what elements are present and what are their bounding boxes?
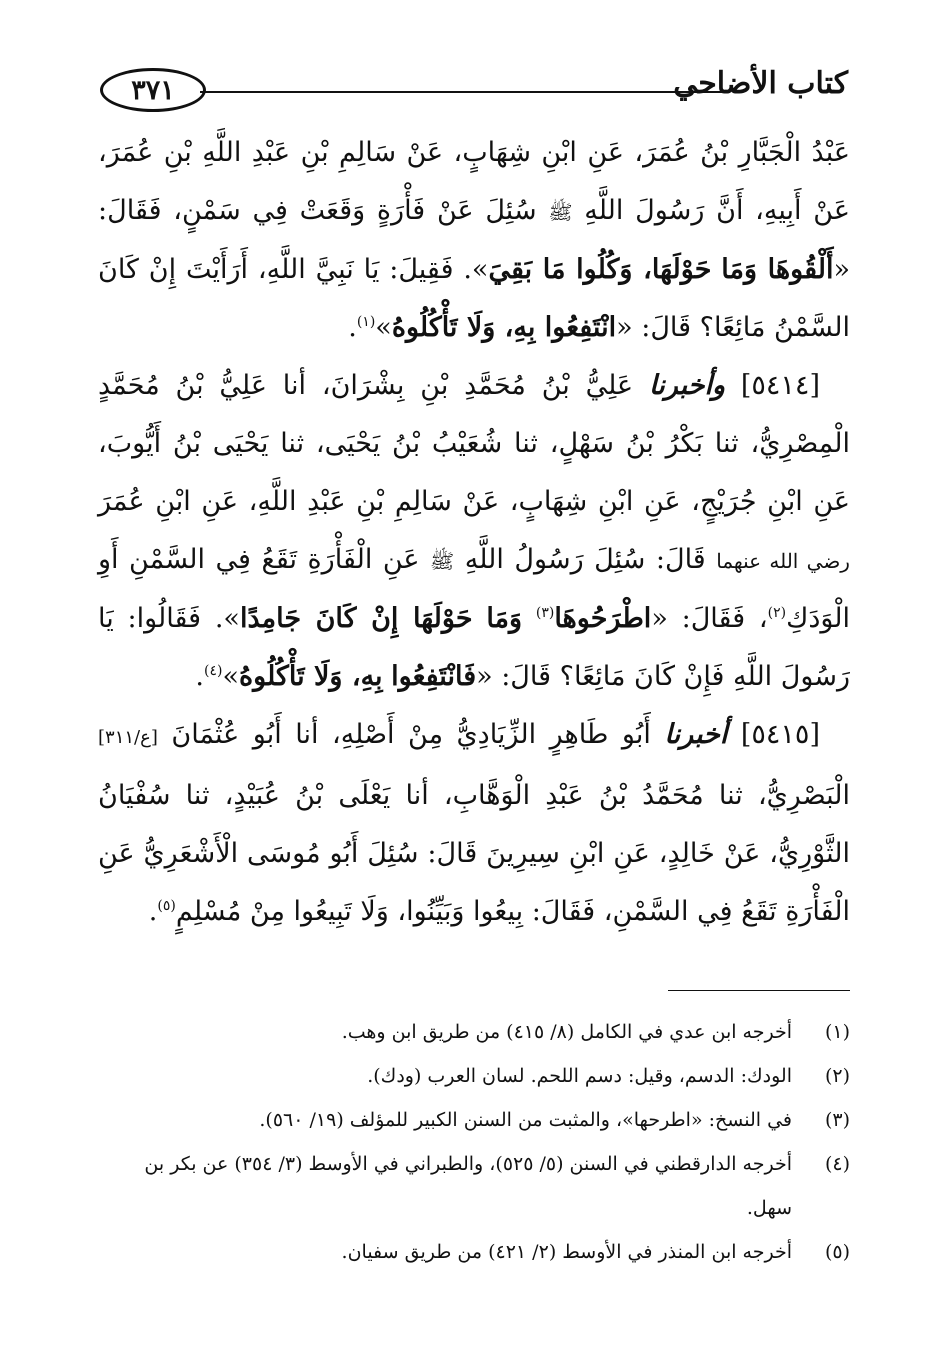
hadith-text: اطْرَحُوهَا — [554, 603, 652, 634]
hadith-text: حَوْلَهَا إِنْ كَانَ جَامِدًا — [239, 603, 473, 634]
chain-keyword: أخبرنا — [664, 719, 728, 750]
footnote-number: (٢) — [824, 1065, 850, 1087]
footnote-number: (١) — [824, 1021, 850, 1043]
footnote-number: (٤) — [824, 1153, 850, 1175]
text-line: قَالَ: سُئِلَ — [594, 544, 706, 575]
text-line: الْبَصْرِيُّ، ثنا مُحَمَّدُ بْنُ عَبْدِ الْوَهَّابِ، أنا يَعْلَى بْنُ عُبَيْدٍ، ثنا سُفْيَانُ الثَّوْرِيُّ، — [98, 780, 850, 869]
footnote-ref[interactable]: (٤) — [204, 663, 223, 679]
salawat-icon: ﷺ — [430, 549, 455, 573]
text-line: سُئِلَ عَنْ فَأْرَةٍ وَقَعَتْ فِي سَمْنٍ، فَقَالَ: « — [98, 195, 850, 285]
footnote-text: أخرجه الدارقطني في السنن (٥/ ٥٢٥)، والطبراني في الأوسط (٣/ ٣٥٤) عن بكر بن سهل. — [144, 1153, 792, 1219]
text-line: عَنْ خَالِدٍ، عَنِ ابْنِ سِيرِينَ قَالَ: سُئِلَ أَبُو مُوسَى الْأَشْعَرِيُّ عَنِ الْفَأْرَةِ تَقَعُ فِي — [98, 838, 850, 927]
chain-keyword: وأخبرنا — [649, 370, 726, 401]
text-line: عَبْدُ الْجَبَّارِ بْنُ عُمَرَ، عَنِ ابْنِ شِهَابٍ، عَنْ سَالِمِ بْنِ عَبْدِ اللَّهِ بْنِ عُمَرَ، عَنْ — [98, 137, 850, 226]
footnote-item — [98, 1230, 850, 1274]
header-rule — [200, 91, 730, 93]
hadith-text: وَمَا — [486, 603, 523, 634]
hadith-text: بِهِ، وَلَا تَأْكُلُوهُ — [239, 661, 383, 692]
main-text — [98, 124, 850, 941]
quote-mark: « — [616, 312, 633, 343]
text-line: عَلِيُّ بْنُ مُحَمَّدِ بْنِ بِشْرَانَ، أنا عَلِيُّ بْنُ مُحَمَّدٍ الْمِصْرِيُّ، — [98, 370, 851, 459]
text-line: عَنِ ابْنِ شِهَابٍ، عَنْ سَالِمِ بْنِ عَبْدِ اللَّهِ، عَنِ ابْنِ عُمَرَ — [98, 486, 681, 517]
paragraph-5413-continued — [98, 124, 850, 357]
footnote-item — [98, 1098, 850, 1142]
footnote-ref[interactable]: (١) — [356, 314, 376, 330]
footnote-item — [98, 1054, 850, 1098]
footnote-item — [98, 1142, 850, 1230]
hadith-number: [٥٤١٤] — [740, 370, 820, 401]
footnote-text: أخرجه ابن المنذر في الأوسط (٢/ ٤٢١) من طريق سفيان. — [341, 1241, 792, 1263]
hadith-text: حَوْلَهَا، وَكُلُوا مَا بَقِيَ — [488, 254, 712, 285]
punctuation: . — [348, 312, 357, 343]
paragraph-5415 — [98, 706, 850, 941]
quote-mark: » — [375, 312, 392, 343]
text-line: أَبِيهِ، أَنَّ رَسُولَ اللَّهِ — [584, 195, 802, 226]
text-line: أَبُو طَاهِرٍ الزِّيَادِيُّ مِنْ أَصْلِهِ، أنا أَبُو عُثْمَانَ — [171, 719, 651, 750]
text-line: رَسُولُ اللَّهِ — [464, 544, 584, 575]
footnote-ref[interactable]: (٥) — [157, 898, 176, 914]
footnote-text: في النسخ: «اطرحها»، والمثبت من السنن الكبير للمؤلف (١٩/ ٥٦٠). — [259, 1109, 792, 1131]
footnote-separator — [668, 990, 850, 991]
radi-allahu-icon: رضي الله عنهما — [716, 549, 850, 573]
footnote-text: أخرجه ابن عدي في الكامل (٨/ ٤١٥) من طريق ابن وهب. — [341, 1021, 792, 1043]
footnote-text: الودك: الدسم، وقيل: دسم اللحم. لسان العرب (ودك). — [367, 1065, 792, 1087]
hadith-text: أَلْقُوهَا وَمَا — [721, 254, 834, 285]
punctuation: . — [148, 896, 158, 927]
quote-mark: » — [222, 661, 239, 692]
footnote-ref[interactable]: (٢) — [767, 605, 787, 621]
text-line: السَّمْنِ، فَقَالَ: بِيعُوا وَبَيِّنُوا، وَلَا تَبِيعُوا مِنْ مُسْلِمٍ — [175, 896, 689, 927]
running-header — [100, 62, 848, 118]
text-line: عَنِ الْفَأْرَةِ تَقَعُ فِي السَّمْنِ أَوِ الْوَدَكِ — [98, 544, 851, 634]
paragraph-5414 — [98, 357, 850, 706]
hadith-number: [٥٤١٥] — [740, 719, 820, 750]
salawat-icon: ﷺ — [548, 200, 573, 224]
manuscript-folio-marker: [ع/٣١١] — [98, 727, 158, 748]
page-number: ٣٧١ — [100, 68, 206, 112]
hadith-text: فَانْتَفِعُوا — [391, 661, 477, 692]
footnote-number: (٣) — [824, 1109, 850, 1131]
hadith-text: انْتَفِعُوا بِهِ، وَلَا تَأْكُلُوهُ — [391, 312, 617, 343]
text-line: ». فَقَالُوا: يَا رَسُولَ اللَّهِ فَإِنْ كَانَ مَائِعًا؟ قَالَ: « — [98, 603, 850, 692]
footnotes — [98, 1010, 850, 1274]
text-line: ». فَقِيلَ: يَا نَبِيَّ اللَّهِ، أَرَأَيْتَ إِنْ كَانَ السَّمْنُ مَائِعًا؟ قَالَ: — [98, 254, 850, 343]
text-line: ، فَقَالَ: « — [651, 603, 768, 634]
footnote-item — [98, 1010, 850, 1054]
text-line: ثنا بَكْرُ بْنُ سَهْلٍ، ثنا شُعَيْبُ بْنُ يَحْيَى، ثنا يَحْيَى بْنُ أَيُّوبَ، عَنِ ابْنِ جُرَيْجٍ، — [98, 428, 850, 517]
book-title: كتاب الأضاحي — [673, 66, 848, 101]
punctuation: . — [195, 661, 204, 692]
footnote-number: (٥) — [824, 1241, 850, 1263]
footnote-ref[interactable]: (٣) — [535, 605, 555, 621]
